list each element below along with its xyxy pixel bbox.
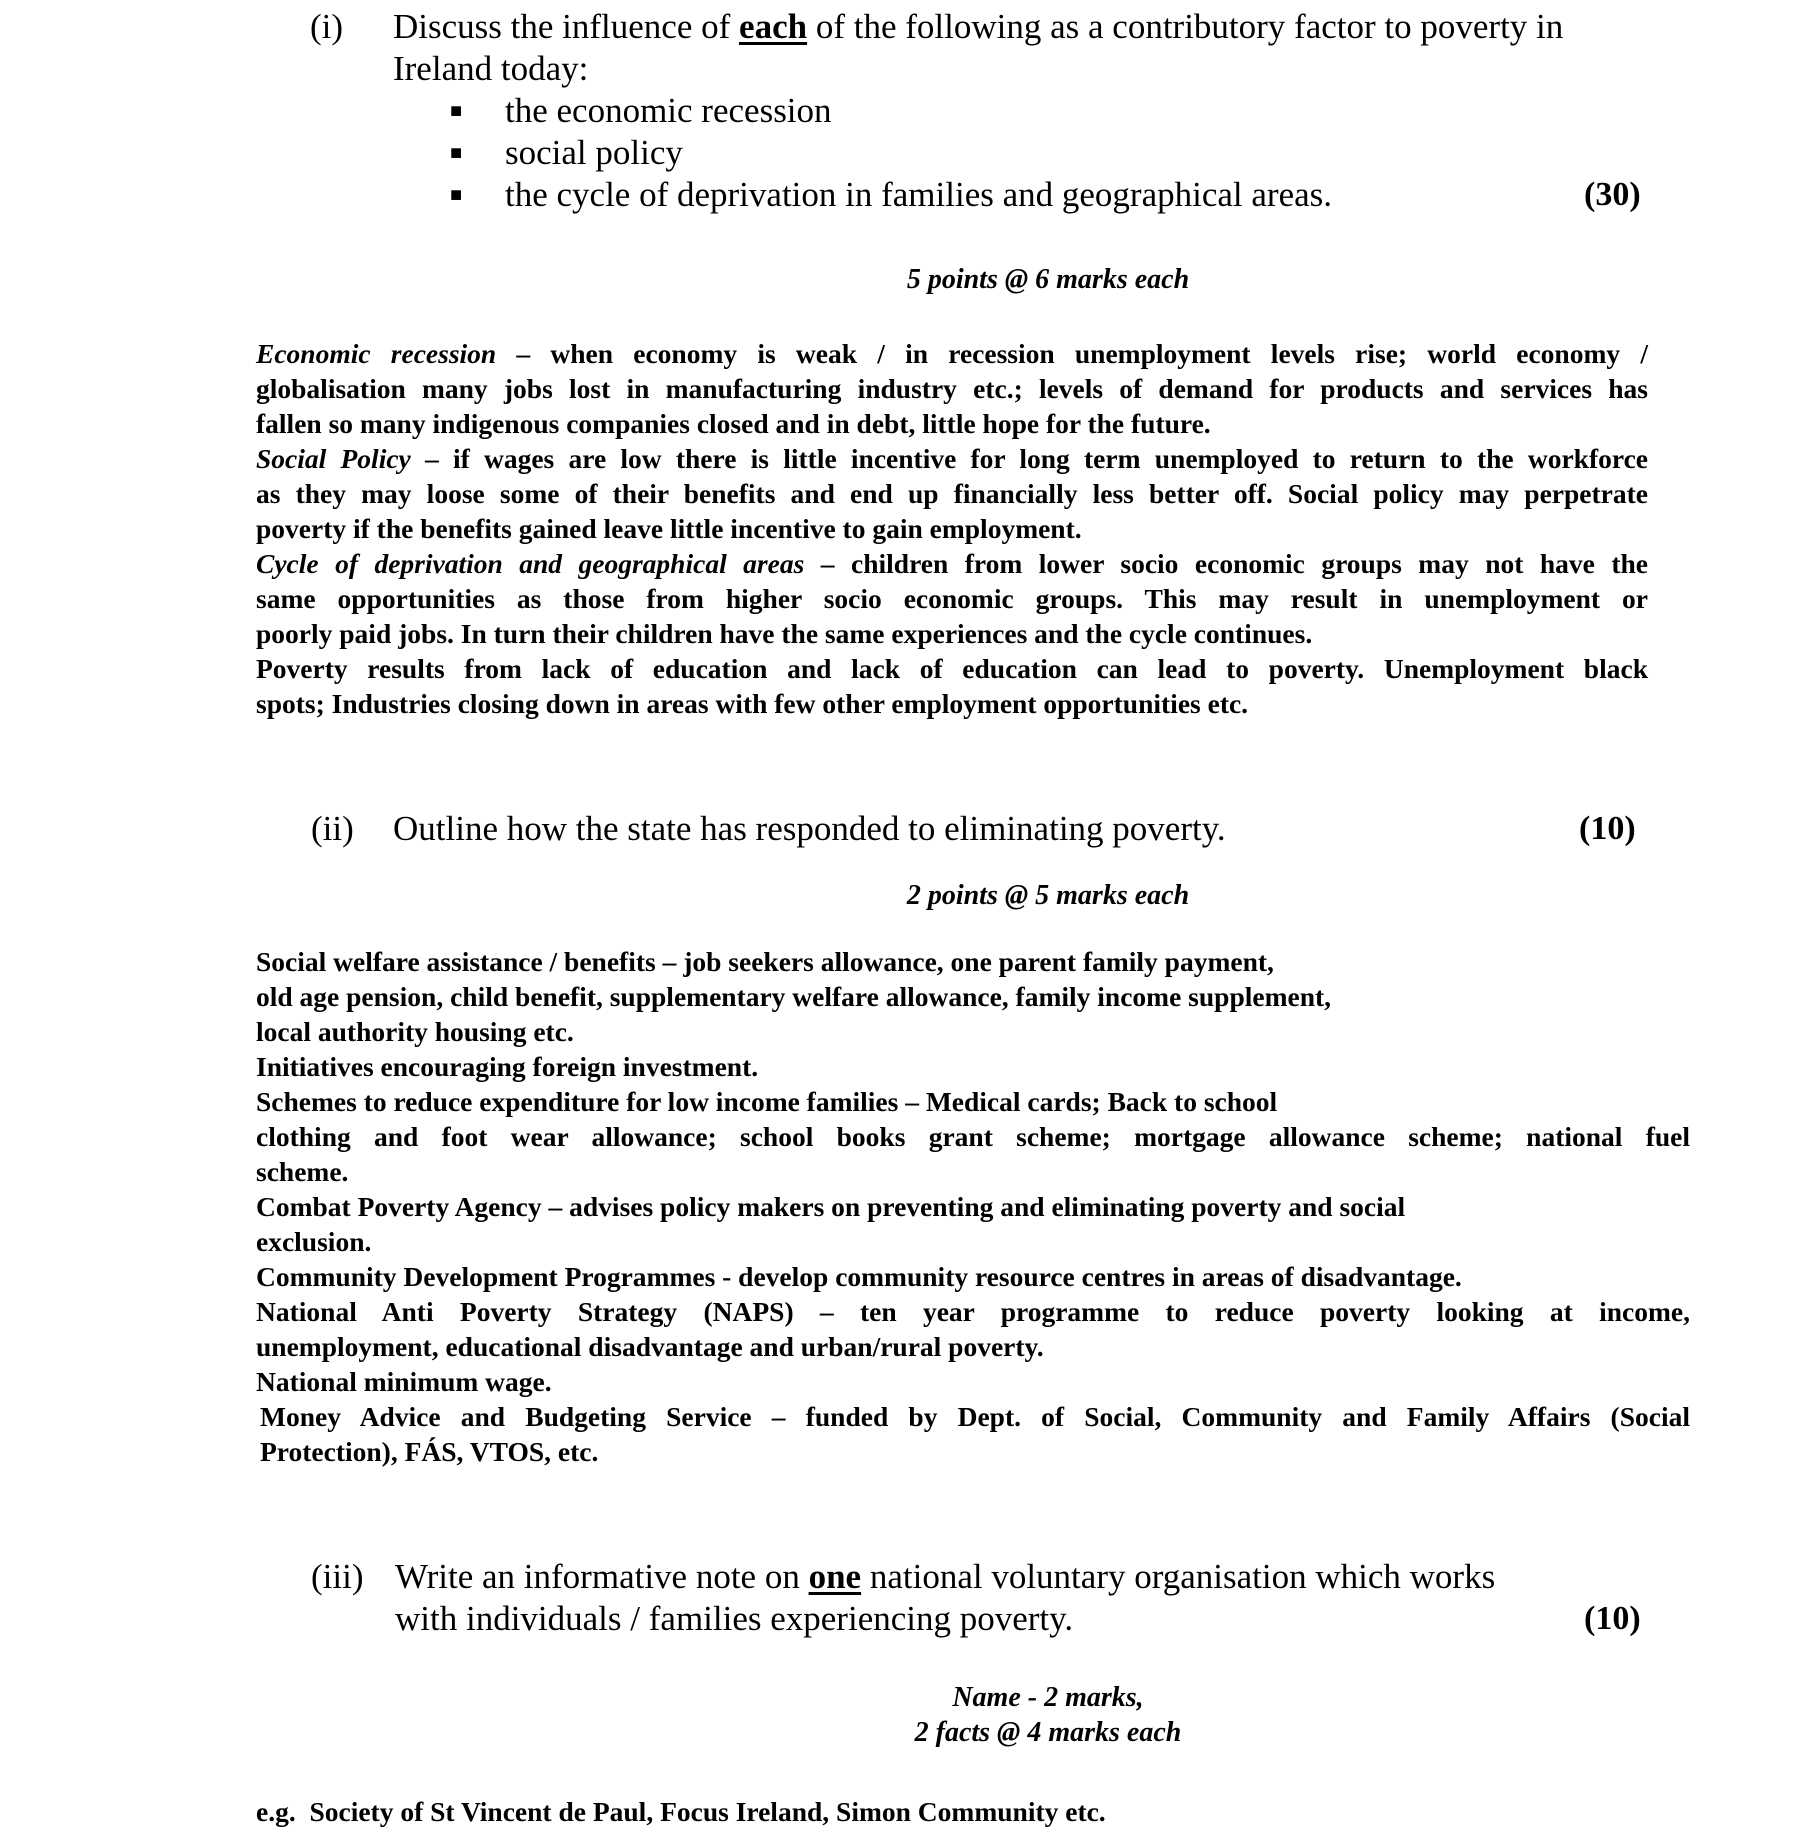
answer-line: as they may loose some of their benefits and end up financially less better off. Social policy may perpetrate (256, 478, 1648, 509)
bullet-text: the economic recession (505, 91, 832, 130)
question-text-line2: with individuals / families experiencing poverty. (395, 1599, 1074, 1638)
question-text-part: Write an informative note on (395, 1557, 809, 1596)
question-text-line2: Ireland today: (393, 49, 589, 88)
answer-line: Community Development Programmes - develop community resource centres in areas of disadvantage. (256, 1261, 1462, 1292)
answer-text: – when economy is weak / in recession unemployment levels rise; world economy / (496, 338, 1648, 369)
question-text: Outline how the state has responded to eliminating poverty. (393, 809, 1226, 848)
answer-line: globalisation many jobs lost in manufacturing industry etc.; levels of demand for products and services has (256, 373, 1648, 404)
answer-line (256, 336, 1648, 371)
answer-example (256, 1794, 1106, 1829)
bullet-item (450, 90, 832, 137)
square-bullet-icon: ■ (450, 142, 463, 164)
question-text (395, 1556, 1495, 1598)
answer-line: old age pension, child benefit, supplementary welfare allowance, family income supplement, (256, 981, 1332, 1012)
answer-term: Economic recession (256, 338, 497, 369)
answer-line: exclusion. (256, 1226, 372, 1257)
answer-line: Schemes to reduce expenditure for low income families – Medical cards; Back to school (256, 1086, 1278, 1117)
bullet-text: the cycle of deprivation in families and geographical areas. (505, 175, 1333, 214)
answer-line: Money Advice and Budgeting Service – funded by Dept. of Social, Community and Family Affairs (Social (260, 1401, 1690, 1432)
emphasis-word: one (808, 1557, 862, 1596)
answer-line: Combat Poverty Agency – advises policy makers on preventing and eliminating poverty and social (256, 1191, 1406, 1222)
answer-line: local authority housing etc. (256, 1016, 574, 1047)
answer-line: fallen so many indigenous companies closed and in debt, little hope for the future. (256, 408, 1211, 439)
answer-line (256, 546, 1648, 581)
question-text-part: Discuss the influence of (393, 7, 740, 46)
answer-text: – if wages are low there is little incentive for long term unemployed to return to the workforce (410, 443, 1648, 474)
answer-line: Social welfare assistance / benefits – job seekers allowance, one parent family payment, (256, 946, 1274, 977)
square-bullet-icon: ■ (450, 184, 463, 206)
question-number: (ii) (311, 809, 354, 848)
answer-line: clothing and foot wear allowance; school books grant scheme; mortgage allowance scheme; national fuel (256, 1121, 1690, 1152)
emphasis-word: each (739, 7, 808, 46)
bullet-item (450, 174, 1333, 221)
answer-line: spots; Industries closing down in areas with few other employment opportunities etc. (256, 688, 1249, 719)
marking-scheme: 2 points @ 5 marks each (906, 880, 1190, 911)
marking-scheme-line2: 2 facts @ 4 marks each (914, 1717, 1182, 1748)
question-number: (i) (310, 7, 344, 46)
bullet-text: social policy (505, 133, 683, 172)
answer-line: Poverty results from lack of education and lack of education can lead to poverty. Unemployment black (256, 653, 1648, 684)
answer-line (256, 441, 1648, 476)
marks-value: (10) (1584, 1600, 1641, 1637)
answer-list (256, 944, 1690, 1469)
answer-paragraph (256, 336, 1648, 721)
marks-value: (10) (1579, 810, 1636, 847)
question-text (393, 6, 1563, 48)
answer-line: Protection), FÁS, VTOS, etc. (260, 1436, 599, 1467)
answer-line: poverty if the benefits gained leave little incentive to gain employment. (256, 513, 1082, 544)
question-number: (iii) (311, 1557, 364, 1596)
answer-line: National minimum wage. (256, 1366, 552, 1397)
square-bullet-icon: ■ (450, 100, 463, 122)
answer-line: unemployment, educational disadvantage and urban/rural poverty. (256, 1331, 1044, 1362)
question-text-part: national voluntary organisation which works (861, 1557, 1496, 1596)
answer-line: same opportunities as those from higher socio economic groups. This may result in unemployment or (256, 583, 1648, 614)
answer-line: poorly paid jobs. In turn their children have the same experiences and the cycle continues. (256, 618, 1313, 649)
answer-line: Initiatives encouraging foreign investment. (256, 1051, 759, 1082)
answer-line: National Anti Poverty Strategy (NAPS) – ten year programme to reduce poverty looking at income, (256, 1296, 1690, 1327)
marking-scheme-line1: Name - 2 marks, (952, 1682, 1144, 1713)
answer-text: – children from lower socio economic groups may not have the (804, 548, 1648, 579)
answer-term: Cycle of deprivation and geographical areas (256, 548, 805, 579)
marking-scheme: 5 points @ 6 marks each (906, 264, 1190, 295)
answer-line: e.g. Society of St Vincent de Paul, Focus Ireland, Simon Community etc. (256, 1796, 1106, 1827)
marks-value: (30) (1584, 176, 1641, 213)
answer-term: Social Policy (256, 443, 411, 474)
bullet-item (450, 132, 683, 179)
question-text-part: of the following as a contributory factor to poverty in (807, 7, 1564, 46)
answer-line: scheme. (256, 1156, 349, 1187)
